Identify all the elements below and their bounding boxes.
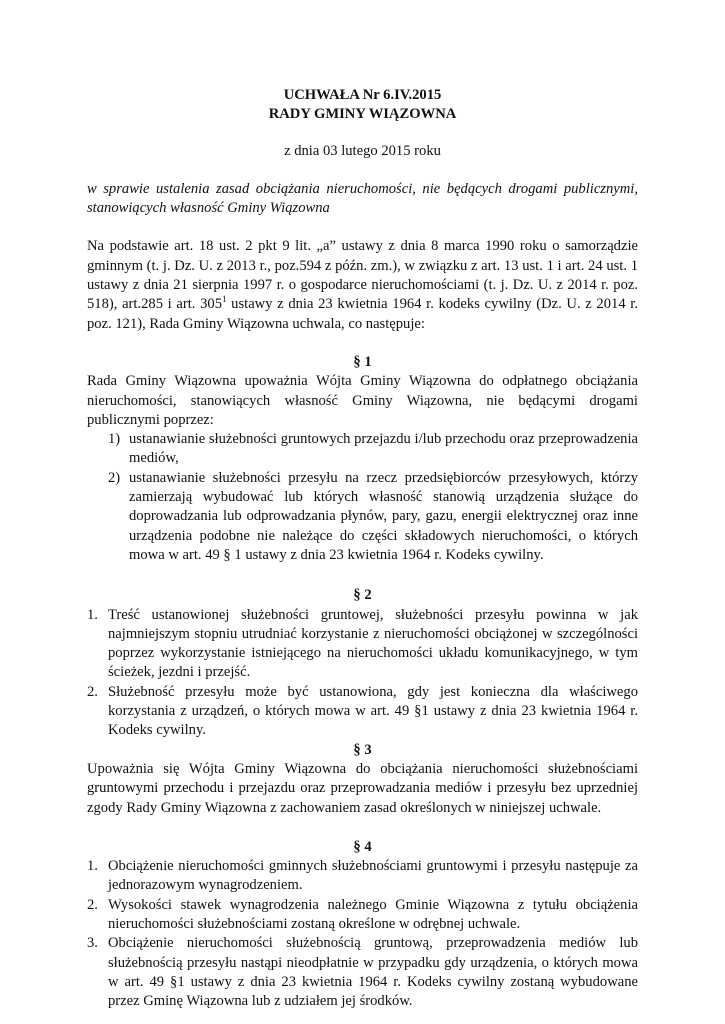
section-2-heading: § 2 [353,587,372,604]
list-item [87,934,638,1011]
resolution-title: UCHWAŁA Nr 6.IV.2015 [283,87,442,103]
legal-basis-part1: Na podstawie art. 18 ust. 2 pkt 9 lit. „a” ustawy z dnia 8 marca 1990 roku o samorządzie gminnym (t. j. Dz. U. z 2013 r., poz.594 z późn. zm.), w związku z art. 13 ust. 1 i art. 24 ust. 1 ustawy z dnia 21 sierpnia 1997 r. o gospodarce nieruchomościami (t. j. Dz. U. z 2014 r. poz. 518), art.285 i art. 305 [87,238,638,313]
section-1-heading: § 1 [353,353,372,370]
section-1-list [87,430,638,565]
section-2-list [87,606,638,741]
legal-basis-superscript: 1 [222,294,227,305]
section-3-heading: § 3 [353,741,372,758]
list-item-text: Służebność przesyłu może być ustanowiona, gdy jest konieczna dla właściwego korzystania z urządzeń, o których mowa w art. 49 §1 ustawy z dnia 23 kwietnia 1964 r. Kodeks cywilny. [108,683,638,739]
list-item-number: 2) [108,469,121,486]
section-3-text: Upoważnia się Wójta Gminy Wiązowna do obciążania nieruchomości służebnościami gruntowymi przechodu i przejazdu oraz przeprowadzania mediów i przesyłu bez uprzedniej zgody Rady Gminy Wiązowna z zachowaniem zasad określonych w niniejszej uchwale. [87,760,638,816]
section-4-list [87,857,638,1011]
legal-basis [87,237,638,333]
resolution-subject: w sprawie ustalenia zasad obciążania nieruchomości, nie będących drogami publicznymi, stanowiących własność Gminy Wiązowna [87,180,638,217]
legal-basis-part2: ustawy z dnia 23 kwietnia 1964 r. kodeks cywilny (Dz. U. z 2014 r. poz. 121), Rada Gminy Wiązowna uchwala, co następuje: [87,296,638,332]
list-item-text: Wysokości stawek wynagrodzenia należnego Gminie Wiązowna z tytułu obciążenia nieruchomości służebnościami zostaną określone w odrębnej uchwale. [108,896,638,932]
list-item-text: ustanawianie służebności przesyłu na rzecz przedsiębiorców przesyłowych, którzy zamierzają wybudować lub których własność stanowią urządzenia służące do doprowadzania lub odprowadzania płynów, pary, gazu, energii elektrycznej oraz inne urządzenia podobne nie należące do części składowych nieruchomości, o których mowa w art. 49 § 1 ustawy z dnia 23 kwietnia 1964 r. Kodeks cywilny. [129,469,638,563]
list-item-number: 1) [108,431,121,448]
list-item-text: Obciążenie nieruchomości służebnością gruntową, przeprowadzenia mediów lub służebnością przesyłu nastąpi nieodpłatnie w przypadku gdy urządzenia, o których mowa w art. 49 §1 ustawy z dnia 23 kwietnia 1964 r. Kodeks cywilny zostaną wybudowane przez Gminę Wiązowna lub z udziałem jej środków. [108,935,638,1010]
list-item [87,469,638,565]
list-item [87,683,638,741]
list-item-text: Treść ustanowionej służebności gruntowej, służebności przesyłu powinna w jak najmniejszym stopniu utrudniać korzystanie z nieruchomości obciążonej w szczególności poprzez wykorzystanie istniejącego na nieruchomości układu komunikacyjnego, w tym ścieżek, jezdni i przejść. [108,606,638,681]
section-4-heading: § 4 [353,838,372,855]
list-item-number: 2. [87,683,98,700]
list-item [87,896,638,935]
list-item-number: 1. [87,606,98,623]
list-item [87,857,638,896]
list-item-number: 2. [87,896,98,913]
list-item-text: Obciążenie nieruchomości gminnych służebnościami gruntowymi i przesyłu następuje za jednorazowym wynagrodzeniem. [108,858,638,894]
list-item-number: 1. [87,858,98,875]
resolution-document [87,86,638,1011]
list-item [87,430,638,469]
resolution-date: z dnia 03 lutego 2015 roku [284,142,441,159]
list-item-text: ustanawianie służebności gruntowych przejazdu i/lub przechodu oraz przeprowadzenia mediów, [129,431,638,467]
council-name: RADY GMINY WIĄZOWNA [268,106,457,123]
list-item-number: 3. [87,935,98,952]
list-item [87,606,638,683]
section-1-intro: Rada Gminy Wiązowna upoważnia Wójta Gminy Wiązowna do odpłatnego obciążania nieruchomości, stanowiących własność Gminy Wiązowna, nie będącymi drogami publicznymi poprzez: [87,373,638,428]
